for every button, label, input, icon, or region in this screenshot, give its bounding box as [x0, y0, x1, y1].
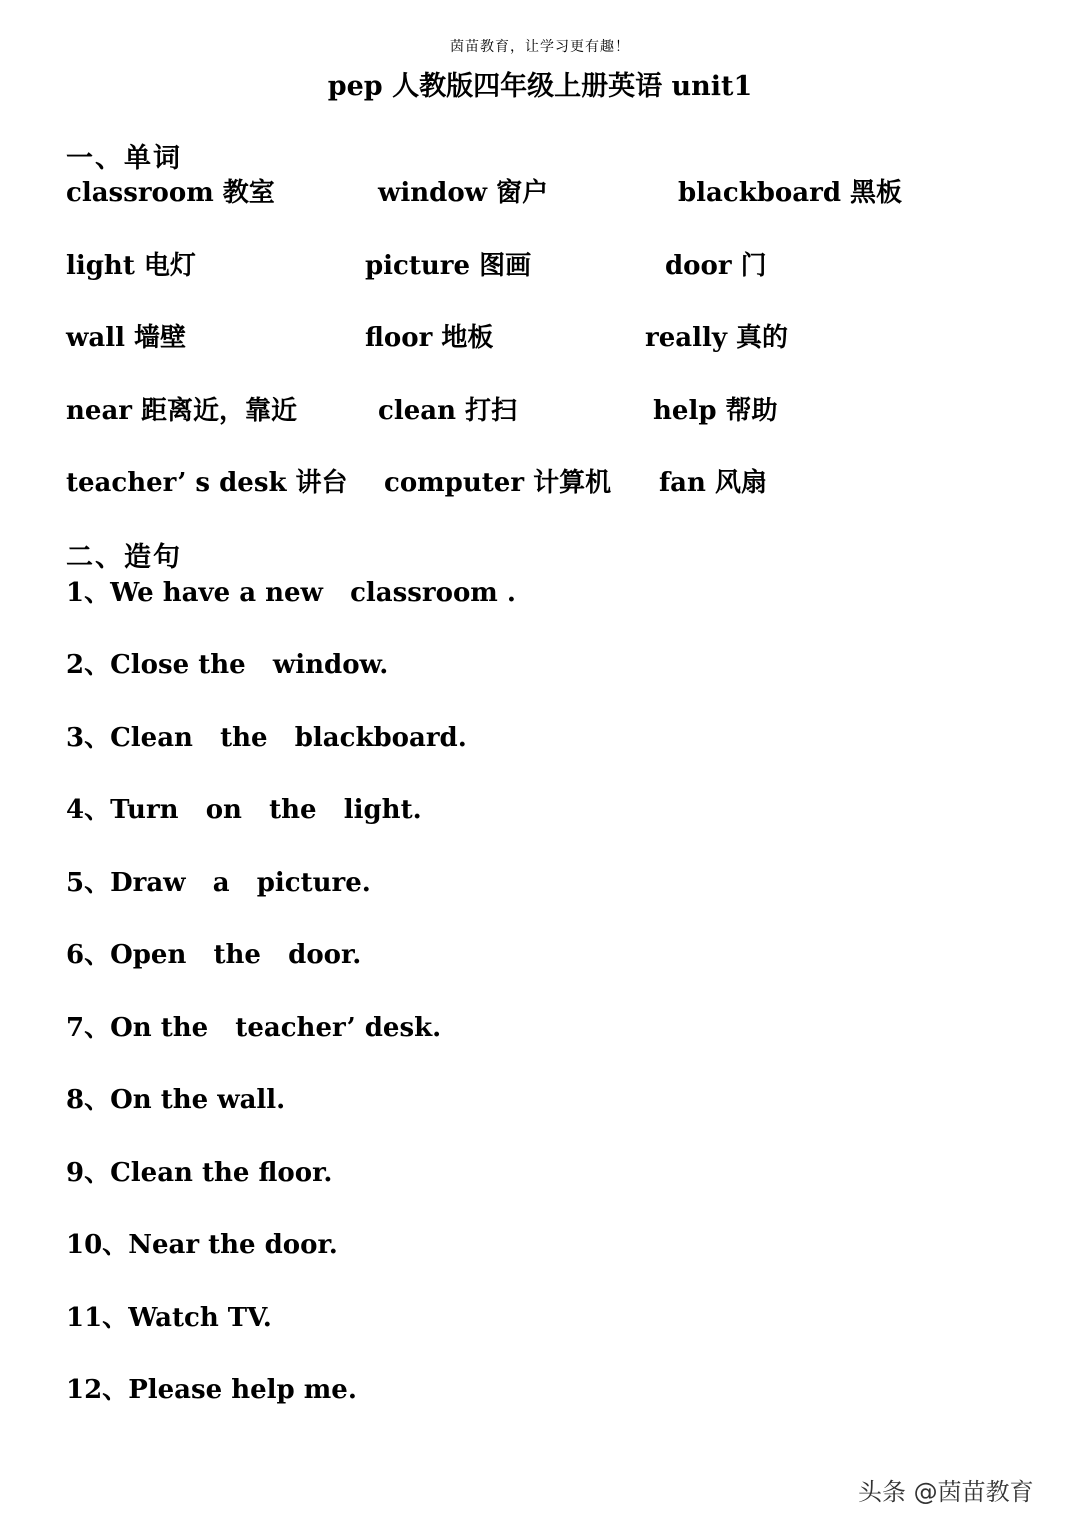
sentence-text: Turn on the light.	[110, 795, 422, 825]
sentence-text: Please help me.	[128, 1375, 357, 1405]
sentence-item	[66, 572, 516, 609]
vocab-item: door 门	[665, 251, 767, 281]
sentence-number: 2、	[66, 650, 111, 680]
watermark: 头条 @茵苗教育	[858, 1478, 1034, 1506]
sentence-number: 4、	[66, 795, 111, 825]
sentence-item	[66, 789, 422, 826]
sentence-item	[66, 1079, 285, 1116]
sentence-section-heading: 二、造句	[66, 542, 182, 573]
sentence-item	[66, 1369, 357, 1406]
sentence-text: Clean the blackboard.	[110, 723, 467, 753]
sentence-text: On the wall.	[110, 1085, 286, 1115]
sentence-number: 7、	[66, 1013, 111, 1043]
sentence-text: Near the door.	[128, 1230, 338, 1260]
vocab-item: teacher’ s desk 讲台	[66, 468, 348, 498]
sentence-text: On the teacher’ desk.	[110, 1013, 442, 1043]
sentence-item	[66, 1224, 338, 1261]
vocab-item: computer 计算机	[384, 468, 612, 498]
vocab-row	[0, 245, 1080, 285]
header-note: 茵苗教育，让学习更有趣！	[450, 39, 630, 55]
vocab-item: help 帮助	[653, 396, 778, 426]
sentence-number: 8、	[66, 1085, 111, 1115]
sentence-item	[66, 644, 388, 681]
sentence-number: 11、	[66, 1303, 129, 1333]
sentence-text: Clean the floor.	[110, 1158, 333, 1188]
sentence-item	[66, 862, 371, 899]
sentence-text: We have a new classroom .	[110, 578, 516, 608]
sentence-number: 12、	[66, 1375, 129, 1405]
sentence-text: Watch TV.	[128, 1303, 272, 1333]
vocab-item: wall 墙壁	[66, 323, 187, 353]
sentence-number: 1、	[66, 578, 111, 608]
vocab-item: near 距离近，靠近	[66, 396, 298, 426]
vocab-item: clean 打扫	[378, 396, 518, 426]
sentence-item	[66, 1297, 272, 1334]
vocab-section-heading: 一、单词	[66, 143, 182, 174]
sentence-text: Draw a picture.	[110, 868, 371, 898]
sentence-item	[66, 717, 467, 754]
vocab-row	[0, 390, 1080, 430]
vocab-row	[0, 462, 1080, 502]
vocab-item: picture 图画	[365, 251, 532, 281]
document-title: pep 人教版四年级上册英语 unit1	[327, 71, 753, 102]
vocab-item: window 窗户	[378, 178, 549, 208]
sentence-number: 9、	[66, 1158, 111, 1188]
sentence-item	[66, 1007, 441, 1044]
vocab-item: fan 风扇	[659, 468, 767, 498]
vocab-item: classroom 教室	[66, 178, 275, 208]
vocab-row	[0, 172, 1080, 212]
vocab-row	[0, 317, 1080, 357]
sentence-number: 6、	[66, 940, 111, 970]
vocab-item: light 电灯	[66, 251, 196, 281]
sentence-text: Open the door.	[110, 940, 362, 970]
sentence-item	[66, 1152, 332, 1189]
sentence-number: 3、	[66, 723, 111, 753]
sentence-text: Close the window.	[110, 650, 389, 680]
vocab-item: blackboard 黑板	[678, 178, 903, 208]
vocab-item: floor 地板	[365, 323, 494, 353]
sentence-number: 10、	[66, 1230, 129, 1260]
sentence-item	[66, 934, 361, 971]
sentence-number: 5、	[66, 868, 111, 898]
vocab-item: really 真的	[645, 323, 789, 353]
